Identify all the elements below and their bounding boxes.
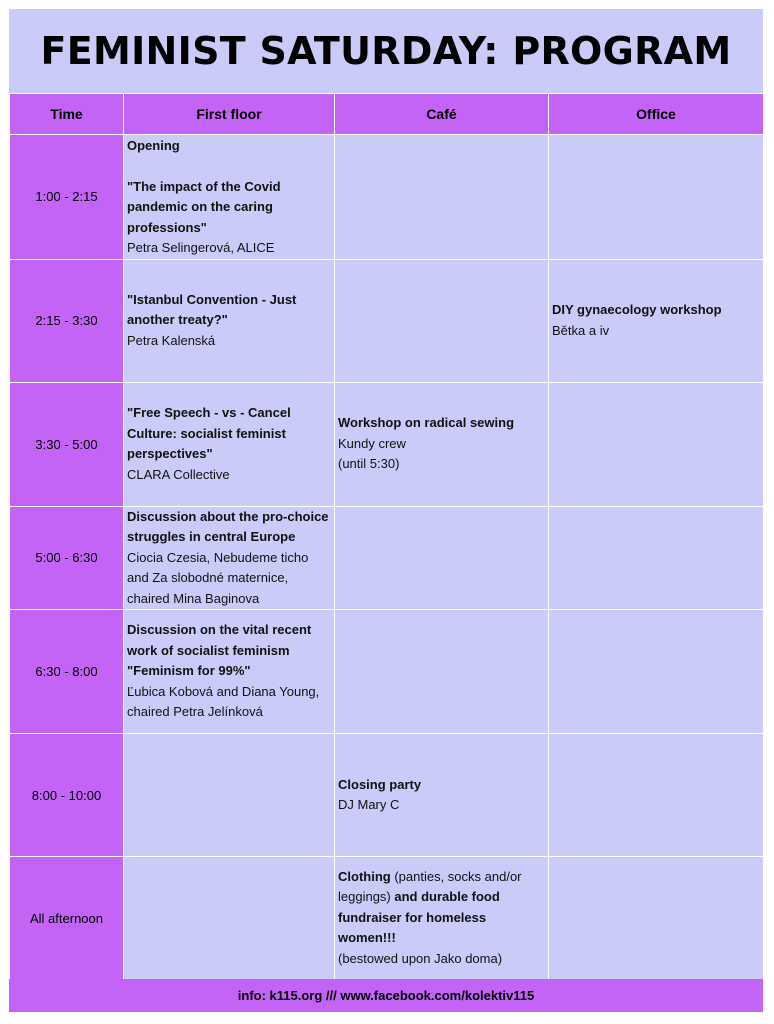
first-floor-cell [124, 734, 335, 857]
time-cell: 3:30 - 5:00 [10, 382, 124, 506]
talk-title: "Istanbul Convention - Just another treaty?" [127, 291, 297, 328]
time-cell: 8:00 - 10:00 [10, 734, 124, 857]
table-row [10, 382, 764, 506]
office-cell [549, 382, 764, 506]
office-cell [549, 734, 764, 857]
speakers: Ľubica Kobová and Diana Young, [127, 683, 320, 699]
column-header-time: Time [10, 94, 124, 135]
food-fundraiser-label: and durable food fundraiser for homeless women!!! [338, 889, 500, 946]
table-row [10, 734, 764, 857]
table-row [10, 857, 764, 980]
clothing-items: (panties, socks and/or leggings) [338, 868, 522, 905]
clothing-label: Clothing [338, 868, 391, 884]
first-floor-cell [124, 506, 335, 610]
book-title: "Feminism for 99%" [127, 663, 251, 679]
talk-title: "Free Speech - vs - Cancel Culture: socialist feminist perspectives" [127, 405, 291, 461]
first-floor-cell [124, 382, 335, 506]
office-cell [549, 857, 764, 980]
speaker: CLARA Collective [127, 466, 230, 482]
office-cell [549, 259, 764, 382]
fundraiser-text [338, 867, 545, 949]
office-cell [549, 610, 764, 734]
speakers: Ciocia Czesia, Nebudeme ticho and Za slobodné maternice, [127, 549, 309, 585]
column-header-first-floor: First floor [124, 94, 335, 135]
time-cell: 6:30 - 8:00 [10, 610, 124, 734]
first-floor-cell [124, 610, 335, 734]
header-row [10, 94, 764, 135]
title-banner [9, 9, 763, 93]
cafe-cell [335, 135, 549, 260]
workshop-title: DIY gynaecology workshop [552, 302, 722, 317]
cafe-cell [335, 734, 549, 857]
table-row [10, 506, 764, 610]
chair: chaired Petra Jelínková [127, 704, 263, 720]
program-table [9, 93, 764, 980]
talk-title: "The impact of the Covid pandemic on the caring professions" [127, 178, 281, 235]
table-row [10, 135, 764, 260]
office-cell [549, 506, 764, 610]
chair: chaired Mina Baginova [127, 590, 260, 606]
note: (until 5:30) [338, 456, 400, 472]
host: Kundy crew [338, 435, 406, 451]
cafe-cell [335, 506, 549, 610]
table-row [10, 259, 764, 382]
column-header-office: Office [549, 94, 764, 135]
time-cell: 1:00 - 2:15 [10, 135, 124, 260]
spacer [127, 157, 331, 177]
column-header-cafe: Café [335, 94, 549, 135]
time-cell: All afternoon [10, 857, 124, 980]
first-floor-cell [124, 857, 335, 980]
program-sheet [9, 9, 763, 1012]
talk-title: Discussion about the pro-choice struggles in central Europe [127, 508, 329, 544]
cafe-cell [335, 382, 549, 506]
cafe-cell [335, 259, 549, 382]
note: (bestowed upon Jako doma) [338, 950, 503, 966]
time-cell: 5:00 - 6:30 [10, 506, 124, 610]
page-title: FEMINIST SATURDAY: PROGRAM [40, 29, 732, 73]
workshop-title: Workshop on radical sewing [338, 415, 515, 431]
table-row [10, 610, 764, 734]
time-cell: 2:15 - 3:30 [10, 259, 124, 382]
event-opening: Opening [127, 138, 180, 153]
office-cell [549, 135, 764, 260]
footer-info: info: k115.org /// www.facebook.com/kolektiv115 [9, 979, 763, 1012]
speaker: Petra Kalenská [127, 332, 216, 348]
speaker: Petra Selingerová, ALICE [127, 240, 275, 255]
party-title: Closing party [338, 776, 422, 792]
first-floor-cell [124, 135, 335, 260]
cafe-cell [335, 610, 549, 734]
host: Bětka a iv [552, 322, 610, 338]
host: DJ Mary C [338, 797, 400, 812]
first-floor-cell [124, 259, 335, 382]
cafe-cell [335, 857, 549, 980]
talk-title: Discussion on the vital recent work of socialist feminism [127, 622, 312, 658]
